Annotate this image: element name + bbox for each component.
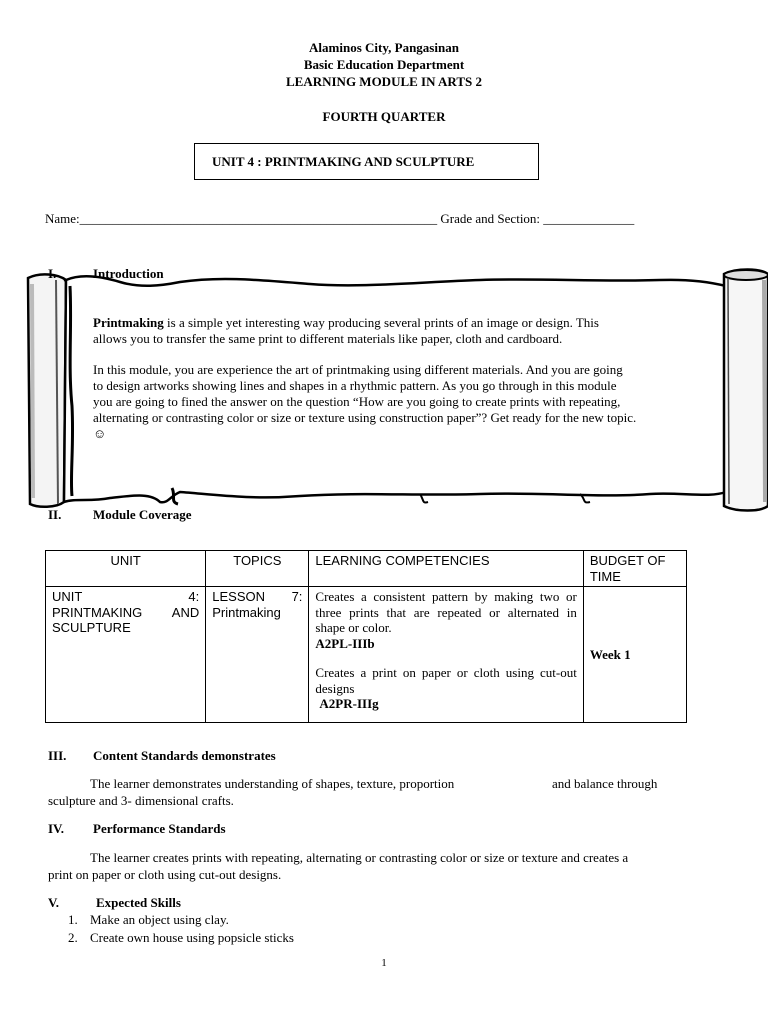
section-numeral-1: I. [48, 266, 57, 281]
col-header-budget: BUDGET OF TIME [583, 551, 686, 587]
expected-skills-heading: Expected Skills [96, 895, 181, 910]
content-standards-line-1b: and balance through [552, 776, 658, 791]
list-item: 2. Create own house using popsicle sticks [68, 930, 294, 945]
smiley-icon: ☺ [93, 426, 107, 441]
section-numeral-3: III. [48, 748, 67, 763]
school-location: Alaminos City, Pangasinan [309, 40, 459, 55]
name-label: Name: [45, 211, 80, 226]
grade-section-label: Grade and Section: [440, 211, 541, 226]
coverage-table [45, 550, 687, 723]
coverage-heading: Module Coverage [93, 507, 192, 522]
col-header-topics: TOPICS [206, 551, 309, 587]
intro-paragraph-1: Printmaking is a simple yet interesting way producing several prints of an image or design. This allows you to transfer the same print to different materials like paper, cloth and cardboard. [93, 315, 599, 346]
unit-title-box [194, 143, 539, 180]
quarter-title: FOURTH QUARTER [322, 109, 446, 124]
budget-cell: Week 1 [583, 587, 686, 723]
table-row [46, 587, 687, 723]
module-title: LEARNING MODULE IN ARTS 2 [285, 74, 482, 89]
intro-heading: Introduction [93, 266, 164, 281]
competency-code-1: A2PL-IIIb [315, 635, 375, 651]
col-header-competencies: LEARNING COMPETENCIES [309, 551, 583, 587]
table-header-row [46, 551, 687, 587]
section-numeral-4: IV. [48, 821, 65, 836]
competencies-cell [309, 587, 583, 723]
grade-section-blank: ______________ [543, 211, 635, 226]
unit-title: UNIT 4 : PRINTMAKING AND SCULPTURE [212, 154, 475, 169]
competency-code-2: A2PR-IIIg [319, 696, 379, 711]
department: Basic Education Department [303, 57, 465, 72]
page-number: 1 [381, 957, 387, 969]
topic-cell: LESSON 7: Printmaking [206, 587, 309, 723]
unit-cell: UNIT 4: PRINTMAKING AND SCULPTURE [46, 587, 206, 723]
performance-standards-line-1: The learner creates prints with repeating, alternating or contrasting color or size or texture and creates a [90, 850, 629, 865]
section-numeral-2: II. [48, 507, 62, 522]
intro-paragraph-2: In this module, you are experience the art of printmaking using different materials. And you are going to design artworks showing lines and shapes in a rhythmic pattern. As you go through in this module you are going to fined the answer on the question “How are you going to create prints with repeating, alternating or contrasting color or size or texture using construction paper”? Get ready for the new topic. ☺ [93, 362, 733, 442]
section-numeral-5: V. [48, 895, 59, 910]
list-item: 1. Make an object using clay. [68, 912, 229, 927]
content-standards-heading: Content Standards demonstrates [93, 748, 276, 763]
content-standards-line-2: sculpture and 3- dimensional crafts. [48, 793, 234, 808]
content-standards-line-1a: The learner demonstrates understanding of shapes, texture, proportion [90, 776, 455, 791]
name-blank: _______________________________________________________ [79, 211, 438, 226]
col-header-unit: UNIT [46, 551, 206, 587]
competency-2: Creates a print on paper or cloth using cut-out designs [315, 665, 577, 696]
name-line [45, 211, 634, 227]
performance-standards-line-2: print on paper or cloth using cut-out designs. [48, 867, 282, 882]
performance-standards-heading: Performance Standards [93, 821, 226, 836]
printmaking-term: Printmaking [93, 315, 164, 330]
competency-1: Creates a consistent pattern by making two or three prints that are repeated or alternated in shape or color. [315, 589, 577, 635]
